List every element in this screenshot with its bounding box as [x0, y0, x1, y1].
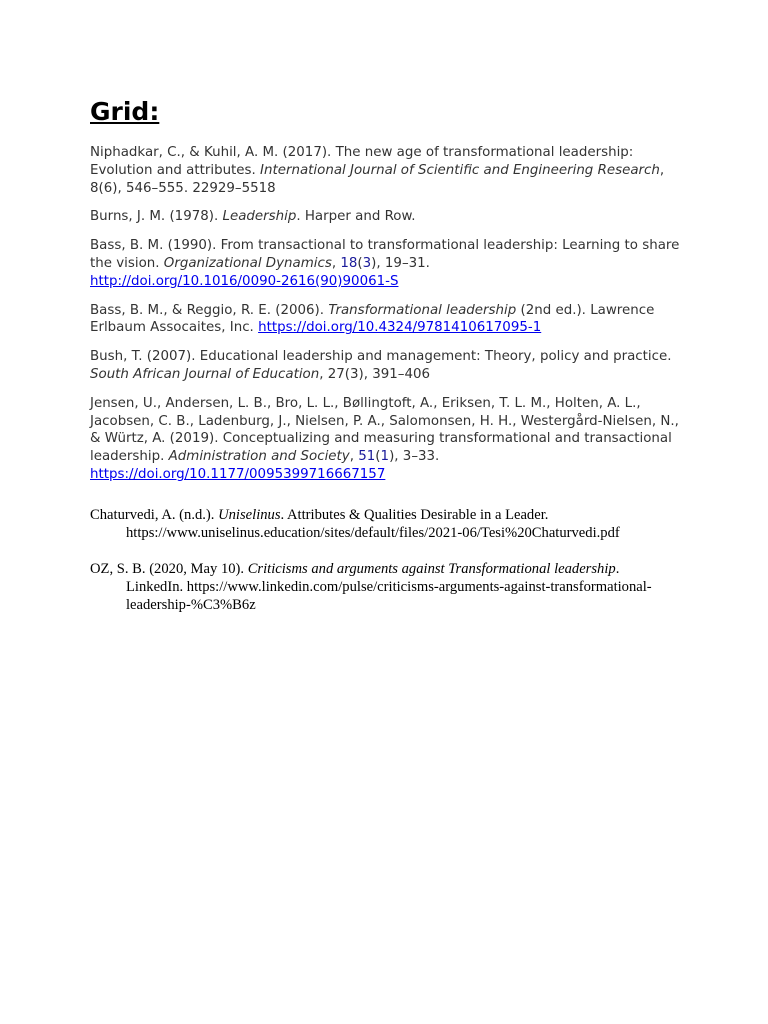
volume-link[interactable]: 18	[340, 255, 358, 271]
reference-jensen: Jensen, U., Andersen, L. B., Bro, L. L., Bøllingtoft, A., Eriksen, T. L. M., Holten, A. L., Jacobsen, C. B., Ladenburg, J., Nielsen, P. A., Salomonsen, H. H., Westergård-Nielsen, N., & Würtz, A. (2019). Conceptualizing and measuring transformational and transactional leadership. Administration and Society, 51(1), 3–33. https://doi.org/10.1177/0095399716667157	[90, 395, 679, 482]
book-title: Leadership	[222, 209, 297, 225]
site-title: Uniselinus	[218, 506, 281, 523]
volume-link[interactable]: 51	[358, 449, 376, 465]
article-title: Criticisms and arguments against Transformational leadership	[247, 561, 616, 578]
issue-link[interactable]: 1	[380, 449, 390, 465]
journal-title: Organizational Dynamics	[163, 255, 332, 271]
reference-chaturvedi: Chaturvedi, A. (n.d.). Uniselinus. Attributes & Qualities Desirable in a Leader. https://www.uniselinus.education/sites/default/files/2021-06/Tesi%20Chaturvedi.pdf	[90, 506, 620, 541]
journal-title: Administration and Society	[168, 449, 350, 465]
reference-bass-reggio: Bass, B. M., & Reggio, R. E. (2006). Transformational leadership (2nd ed.). Lawrence Erlbaum Assocaites, Inc. https://doi.org/10.4324/9781410617095-1	[90, 302, 655, 336]
journal-title: International Journal of Scientific and Engineering Research	[260, 162, 660, 178]
reference-burns: Burns, J. M. (1978). Leadership. Harper and Row.	[90, 209, 416, 225]
book-title: Transformational leadership	[328, 302, 517, 318]
doi-link[interactable]: https://doi.org/10.4324/9781410617095-1	[258, 320, 542, 336]
reference-bass-1990: Bass, B. M. (1990). From transactional to transformational leadership: Learning to share the vision. Organizational Dynamics, 18(3), 19–31. http://doi.org/10.1016/0090-2616(90)90061-S	[90, 238, 680, 289]
reference-niphadkar: Niphadkar, C., & Kuhil, A. M. (2017). The new age of transformational leadership: Evolution and attributes. International Journal of Scientific and Engineering Research, 8(6), 546–555. 22929–5518	[90, 145, 665, 196]
journal-title: South African Journal of Education	[90, 366, 320, 382]
reference-bush: Bush, T. (2007). Educational leadership and management: Theory, policy and practice. South African Journal of Education, 27(3), 391–406	[90, 349, 672, 382]
issue-link[interactable]: 3	[362, 255, 372, 271]
doi-link[interactable]: http://doi.org/10.1016/0090-2616(90)90061-S	[90, 273, 399, 289]
document-page	[90, 96, 680, 634]
reference-oz: OZ, S. B. (2020, May 10). Criticisms and arguments against Transformational leadership. LinkedIn. https://www.linkedin.com/pulse/criticisms-arguments-against-transformational-leadership-%C3%B6z	[90, 561, 652, 613]
spacer	[90, 495, 680, 507]
page-title: Grid:	[90, 97, 160, 126]
doi-link[interactable]: https://doi.org/10.1177/0095399716667157	[90, 466, 386, 482]
